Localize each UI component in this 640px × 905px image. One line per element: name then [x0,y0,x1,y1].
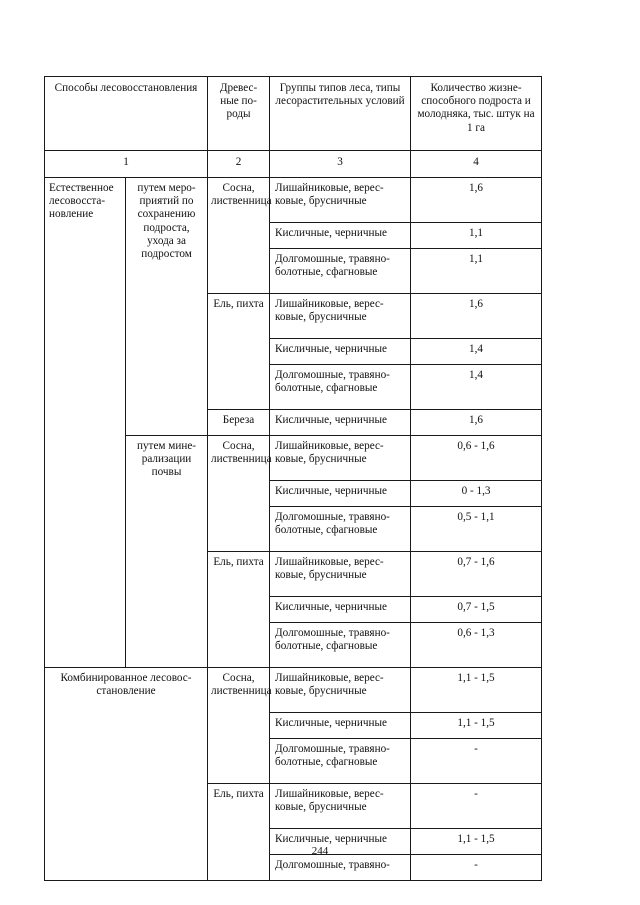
quantity-cell: 1,6 [411,410,542,436]
quantity-cell: 0,6 - 1,6 [411,436,542,481]
column-number: 2 [208,151,270,178]
column-number: 3 [270,151,411,178]
species-spruce: Ель, пихта [208,552,270,668]
species-spruce: Ель, пихта [208,784,270,881]
header-quantity: Количество жизне-способного подроста и молодняка, тыс. штук на 1 га [411,77,542,151]
quantity-cell: 1,1 [411,249,542,294]
quantity-cell: 1,1 [411,223,542,249]
forest-type-cell: Кисличные, черничные [270,829,411,855]
quantity-cell: 0,6 - 1,3 [411,623,542,668]
quantity-cell: 1,6 [411,294,542,339]
quantity-cell: 0 - 1,3 [411,481,542,507]
column-number: 1 [45,151,208,178]
quantity-cell: - [411,739,542,784]
forest-type-cell: Кисличные, черничные [270,597,411,623]
header-row [45,77,542,151]
quantity-cell: 1,1 - 1,5 [411,713,542,739]
forest-type-cell: Долгомошные, травяно-болотные, сфагновые [270,507,411,552]
quantity-cell: 1,1 - 1,5 [411,829,542,855]
table-row [45,178,542,223]
method-combined: Комбинированное лесовос-становление [45,668,208,881]
submethod-mineral: путем мине-рализации почвы [126,436,208,668]
header-methods: Способы лесовосстановления [45,77,208,151]
forest-type-cell: Лишайниковые, верес-ковые, брусничные [270,294,411,339]
quantity-cell: 1,1 - 1,5 [411,668,542,713]
forest-type-cell: Долгомошные, травяно-болотные, сфагновые [270,623,411,668]
forest-type-cell: Кисличные, черничные [270,410,411,436]
quantity-cell: 0,7 - 1,5 [411,597,542,623]
forest-type-cell: Долгомошные, травяно- [270,855,411,881]
quantity-cell: - [411,855,542,881]
species-pine: Сосна, лиственница [208,668,270,784]
forest-type-cell: Лишайниковые, верес-ковые, брусничные [270,552,411,597]
forest-type-cell: Долгомошные, травяно-болотные, сфагновые [270,249,411,294]
column-number: 4 [411,151,542,178]
column-number-row [45,151,542,178]
forest-type-cell: Кисличные, черничные [270,481,411,507]
species-pine: Сосна, лиственница [208,436,270,552]
quantity-cell: 1,4 [411,339,542,365]
forest-type-cell: Лишайниковые, верес-ковые, брусничные [270,784,411,829]
quantity-cell: 1,6 [411,178,542,223]
forest-type-cell: Долгомошные, травяно-болотные, сфагновые [270,365,411,410]
page-number: 244 [311,845,329,857]
forest-type-cell: Лишайниковые, верес-ковые, брусничные [270,668,411,713]
forest-type-cell: Лишайниковые, верес-ковые, брусничные [270,178,411,223]
header-species: Древес-ные по-роды [208,77,270,151]
submethod-preserve: путем меро-приятий по сохранению подроста, ухода за подростом [126,178,208,436]
species-birch: Береза [208,410,270,436]
forest-type-cell: Лишайниковые, верес-ковые, брусничные [270,436,411,481]
reforestation-table [44,76,542,881]
quantity-cell: - [411,784,542,829]
table-row [45,668,542,713]
quantity-cell: 1,4 [411,365,542,410]
method-natural: Естественное лесовосста-новление [45,178,126,668]
forest-type-cell: Кисличные, черничные [270,339,411,365]
forest-type-cell: Кисличные, черничные [270,713,411,739]
species-spruce: Ель, пихта [208,294,270,410]
quantity-cell: 0,5 - 1,1 [411,507,542,552]
forest-type-cell: Кисличные, черничные [270,223,411,249]
header-forest-types: Группы типов леса, типы лесорастительных условий [270,77,411,151]
quantity-cell: 0,7 - 1,6 [411,552,542,597]
species-pine: Сосна, лиственница [208,178,270,294]
forest-type-cell: Долгомошные, травяно-болотные, сфагновые [270,739,411,784]
